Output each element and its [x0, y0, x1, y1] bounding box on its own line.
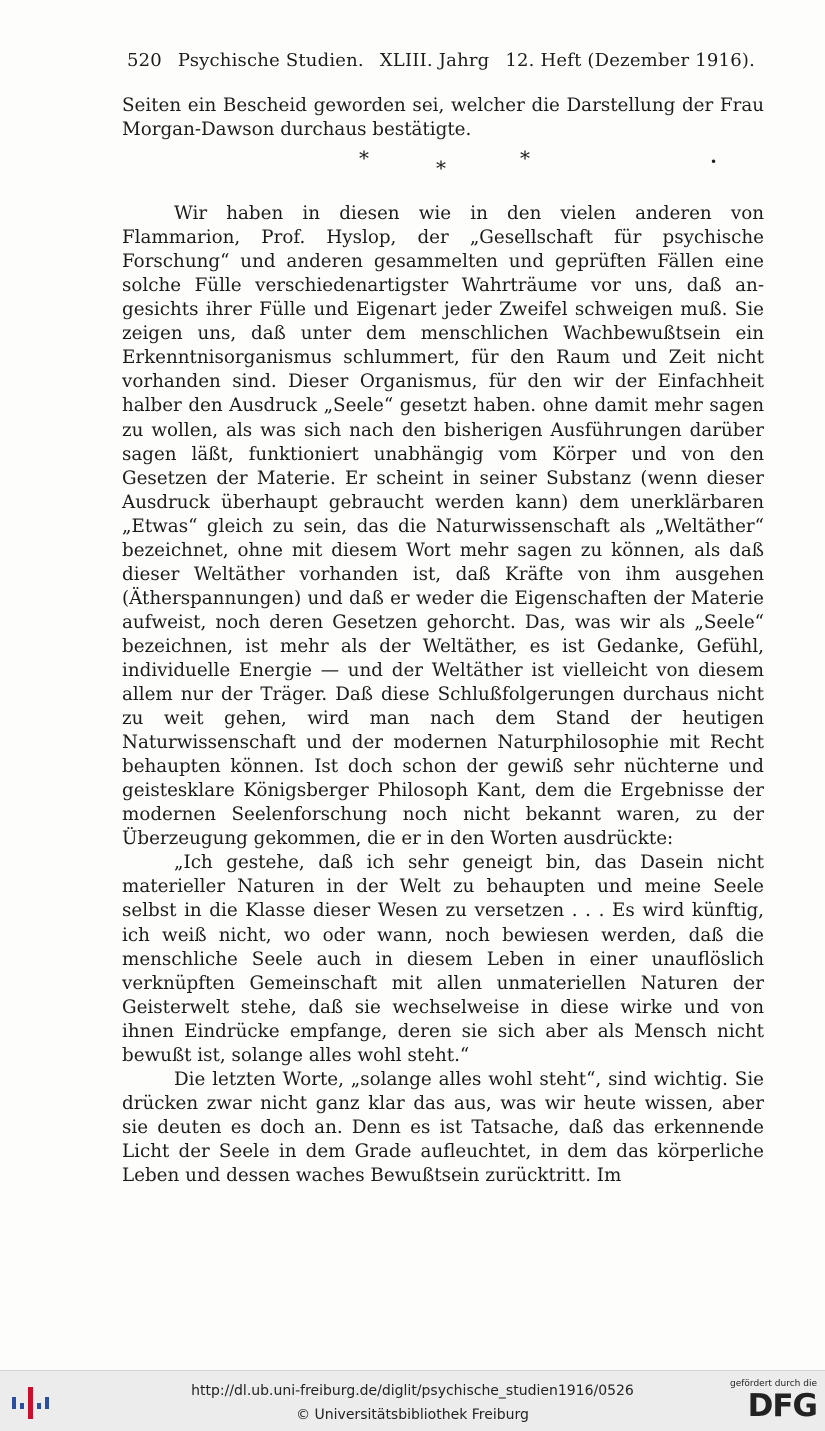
- issue-label: 12. Heft (Dezember 1916).: [505, 50, 755, 71]
- paragraph-closing: Die letzten Worte, „solange alles wohl steht“, sind wichtig. Sie drücken zwar nicht ganz klar das aus, was wir heute wissen, aber sie deuten es doch an. Denn es ist Tatsache, daß das erkennende Licht der Seele in dem Grade aufleuchtet, in dem das körperliche Leben und dessen waches Bewußtsein zurücktritt. Im: [122, 1068, 764, 1186]
- permalink-url[interactable]: http://dl.ub.uni-freiburg.de/diglit/psychische_studien1916/0526: [191, 1383, 634, 1399]
- running-header: [127, 50, 767, 71]
- separator-star: *: [520, 146, 530, 171]
- paragraph-continuation: Seiten ein Bescheid geworden sei, welcher die Darstellung der Frau Morgan-Dawson durchaus bestätigte.: [122, 95, 764, 141]
- paragraph-main: Wir haben in diesen wie in den vielen anderen von Flammarion, Prof. Hyslop, der „Gesellschaft für psychische Forschung“ und anderen gesammelten und geprüften Fällen eine solche Fülle verschiedenartigster Wahrträume vor uns, daß angesichts ihrer Fülle und Eigenart jeder Zweifel schweigen muß. Sie zeigen uns, daß unter dem menschlichen Wachbewußtsein ein Erkenntnisorganismus schlummert, für den Raum und Zeit nicht vorhanden sind. Dieser Organismus, für den wir der Einfachheit halber den Ausdruck „Seele“ gesetzt haben. ohne damit mehr sagen zu wollen, als was sich nach den bisherigen Ausführungen darüber sagen läßt, funktioniert unabhängig vom Körper und von den Gesetzen der Materie. Er scheint in seiner Substanz (wenn dieser Ausdruck überhaupt gebraucht werden kann) dem unerklärbaren „Etwas“ gleich zu sein, das die Naturwissenschaft als „Weltäther“ bezeichnet, ohne mit diesem Wort mehr sagen zu können, als daß dieser Weltäther vorhanden ist, daß Kräfte von ihm ausgehen (Ätherspannungen) und daß er weder die Eigenschaften der Materie aufweist, noch deren Gesetzen gehorcht. Das, was wir als „Seele“ bezeichnen, ist mehr als der Weltäther, es ist Gedanke, Gefühl, individuelle Energie — und der Weltäther ist vielleicht von diesem allem nur der Träger. Daß diese Schlußfolgerungen durchaus nicht zu weit gehen, wird man nach dem Stand der heutigen Naturwissenschaft und der modernen Naturphilosophie mit Recht behaupten können. Ist doch schon der gewiß sehr nüchterne und geistesklare Königsberger Philosoph Kant, dem die Ergebnisse der modernen Seelenforschung noch nicht bekannt waren, zu der Überzeugung gekommen, die er in den Worten ausdrückte:: [122, 203, 764, 850]
- separator-dot: •: [710, 155, 718, 170]
- dfg-wordmark: DFG: [747, 1388, 817, 1424]
- section-separator: [122, 142, 764, 202]
- viewer-footer: [0, 1370, 825, 1431]
- dfg-funding-text: gefördert durch die: [730, 1379, 817, 1389]
- dfg-logo[interactable]: [729, 1379, 817, 1425]
- volume-label: XLIII. Jahrg: [379, 50, 490, 71]
- copyright-notice: © Universitätsbibliothek Freiburg: [296, 1407, 529, 1423]
- page-number: 520: [127, 50, 162, 71]
- body-text: [122, 94, 764, 1188]
- paragraph-kant-quote: „Ich gestehe, daß ich sehr geneigt bin, das Dasein nicht materieller Naturen in der Welt zu behaupten und meine Seele selbst in die Klasse dieser Wesen zu versetzen . . . Es wird künftig, ich weiß nicht, wo oder wann, noch bewiesen werden, daß die menschliche Seele auch in diesem Leben in einer unauflöslich verknüpften Gemeinschaft mit allen unmateriellen Naturen der Geisterwelt stehe, daß sie wechselweise in diese wirke und von ihnen Eindrücke empfange, deren sie sich aber als Mensch nicht bewußt ist, solange alles wohl steht.“: [122, 852, 764, 1066]
- separator-star: *: [359, 146, 369, 171]
- journal-title: Psychische Studien.: [177, 50, 364, 71]
- separator-star: *: [436, 156, 446, 181]
